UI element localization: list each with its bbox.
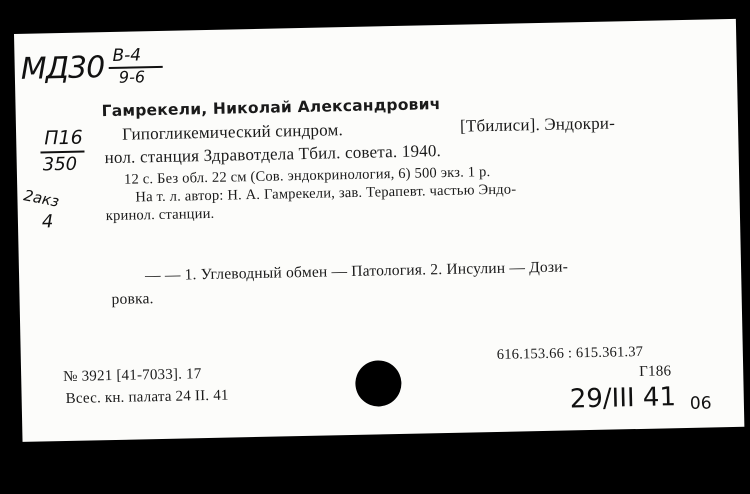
margin-note-c: 2акз	[22, 186, 61, 211]
note-line-1: На т. л. автор: Н. А. Гамрекели, зав. Терапевт. частью Эндо-	[135, 181, 517, 206]
margin-note-b: 350	[42, 153, 78, 176]
subjects-line-2: ровка.	[111, 290, 154, 309]
title-line: Гипогликемический синдром.	[121, 120, 344, 144]
handwritten-date: 29/III 41	[569, 382, 677, 415]
punch-hole	[355, 360, 402, 407]
note-line-2: кринол. станции.	[105, 205, 215, 225]
udc-classification: 616.153.66 : 615.361.37	[496, 343, 644, 363]
author-heading: Гамрекели, Николай Александрович	[101, 95, 441, 121]
margin-note-divider	[40, 151, 84, 153]
shelf-mark: МД30	[20, 50, 105, 87]
author-code: Г186	[639, 363, 672, 380]
publisher-line: нол. станция Здравотдела Тбил. совета. 1940.	[104, 141, 442, 168]
place-line: [Тбилиси]. Эндокри-	[459, 113, 616, 136]
subjects-line-1: — — 1. Углеводный обмен — Патология. 2. Инсулин — Дози-	[144, 258, 569, 285]
collation-line: 12 с. Без обл. 22 см (Сов. эндокринология, 6) 500 экз. 1 р.	[123, 164, 491, 188]
book-chamber-stamp: Всес. кн. палата 24 II. 41	[65, 387, 229, 407]
margin-note-a: П16	[43, 126, 83, 150]
handwritten-tail: 06	[689, 393, 712, 414]
fraction-top: В-4	[112, 45, 142, 66]
catalog-card	[14, 19, 744, 442]
fraction-bottom: 9-6	[118, 67, 146, 87]
registry-number: № 3921 [41-7033]. 17	[63, 366, 202, 386]
margin-note-d: 4	[41, 211, 54, 233]
